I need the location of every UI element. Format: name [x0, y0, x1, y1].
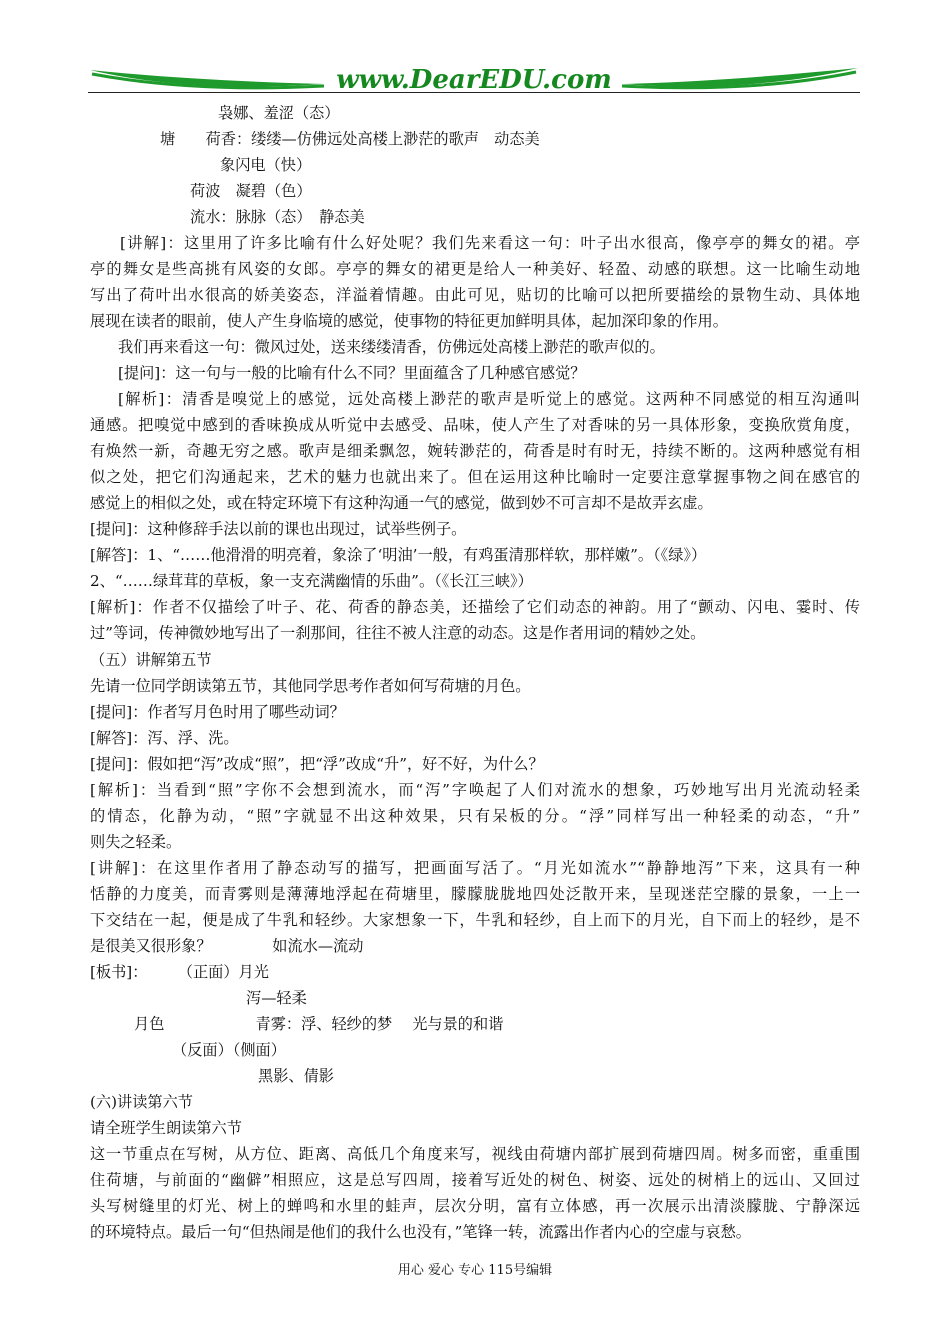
text-line: [解答]：泻、浮、洗。 — [90, 729, 239, 747]
text-line: [解析]：作者不仅描绘了叶子、花、荷香的静态美，还描绘了它们动态的神韵。用了“颤动、闪电、霎时、传 — [90, 598, 860, 616]
header-rule — [88, 92, 860, 93]
board-outline-line: 月色 青雾：浮、轻纱的梦 光与景的和谐 — [134, 1015, 504, 1033]
text-line: [提问]：作者写月色时用了哪些动词？ — [90, 703, 345, 721]
section-heading: (六)讲读第六节 — [90, 1093, 193, 1111]
text-line: [提问]：这种修辞手法以前的课也出现过，试举些例子。 — [90, 520, 467, 538]
board-outline-line: [板书]： （正面）月光 — [90, 963, 269, 981]
text-line: 塘 荷香：缕缕—仿佛远处高楼上渺茫的歌声 动态美 — [160, 130, 540, 148]
text-line: 是很美又很形象？ 如流水—流动 — [90, 937, 364, 955]
text-line: [讲解]：这里用了许多比喻有什么好处呢？我们先来看这一句：叶子出水很高，像亭亭的舞女的裙。亭 — [120, 234, 860, 252]
text-line: 恬静的力度美，而青雾则是薄薄地浮起在荷塘里，朦朦胧胧地四处泛散开来，呈现迷茫空朦的景象，一上一 — [90, 885, 860, 903]
text-line: 2、“……绿茸茸的草板，象一支充满幽情的乐曲”。（《长江三峡》） — [90, 572, 533, 590]
text-line: 住荷塘，与前面的“幽僻”相照应，这是总写四周，接着写近处的树色、树姿、远处的树梢上的远山、又回过 — [90, 1171, 860, 1189]
text-line: 有焕然一新，奇趣无穷之感。歌声是细柔飘忽，婉转渺茫的，荷香是时有时无，持续不断的。这两种感觉有相 — [90, 442, 860, 460]
text-line: 写出了荷叶出水很高的娇美姿态，洋溢着情趣。由此可见，贴切的比喻可以把所要描绘的景物生动、具体地 — [90, 286, 860, 304]
board-outline-line: 黑影、倩影 — [258, 1067, 334, 1085]
text-line: 感觉上的相似之处，或在特定环境下有这种沟通一气的感觉，做到妙不可言却不是故弄玄虚。 — [90, 494, 713, 512]
text-line: 这一节重点在写树，从方位、距离、高低几个角度来写，视线由荷塘内部扩展到荷塘四周。树多而密，重重围 — [90, 1145, 860, 1163]
text-line: 象闪电（快） — [220, 156, 312, 174]
text-line: 的环境特点。最后一句“但热闹是他们的我什么也没有，”笔锋一转，流露出作者内心的空虚与哀愁。 — [90, 1223, 751, 1241]
text-line: 则失之轻柔。 — [90, 833, 182, 851]
text-line: [解析]：当看到“照”字你不会想到流水，而“泻”字唤起了人们对流水的想象，巧妙地写出月光流动轻柔 — [90, 781, 860, 799]
text-line: [提问]：假如把“泻”改成“照”，把“浮”改成“升”，好不好，为什么？ — [90, 755, 544, 773]
text-line: 头写树缝里的灯光、树上的蝉鸣和水里的蛙声，层次分明，富有立体感，再一次展示出清淡朦胧、宁静深远 — [90, 1197, 860, 1215]
text-line: 似之处，把它们沟通起来，艺术的魅力也就出来了。但在运用这种比喻时一定要注意掌握事物之间在感官的 — [90, 468, 860, 486]
text-line: 下交结在一起，便是成了牛乳和轻纱。大家想象一下，牛乳和轻纱，自上而下的月光，自下而上的轻纱，是不 — [90, 911, 860, 929]
text-line: 展现在读者的眼前，使人产生身临境的感觉，使事物的特征更加鲜明具体，起加深印象的作用。 — [90, 312, 728, 330]
text-line: 先请一位同学朗读第五节，其他同学思考作者如何写荷塘的月色。 — [90, 677, 531, 695]
board-outline-line: （反面）（侧面） — [172, 1041, 286, 1059]
text-line: 荷波 凝碧（色） — [190, 182, 312, 200]
site-logo-text: www.DearEDU.com — [336, 65, 612, 95]
text-line: 请全班学生朗读第六节 — [90, 1119, 242, 1137]
text-line: 通感。把嗅觉中感到的香味换成从听觉中去感受、品味，使人产生了对香味的另一具体形象，变换欣赏角度， — [90, 416, 860, 434]
page-footer: 用心 爱心 专心 115号编辑 — [397, 1263, 553, 1278]
text-line: 流水：脉脉（态） 静态美 — [190, 208, 365, 226]
text-line: 我们再来看这一句：微风过处，送来缕缕清香，仿佛远处高楼上渺茫的歌声似的。 — [118, 338, 665, 356]
header-swoosh-graphic — [88, 62, 860, 96]
text-line: 的情态，化静为动，“照”字就显不出这种效果，只有呆板的分。“浮”同样写出一种轻柔的动态，“升” — [90, 807, 860, 825]
text-line: [提问]：这一句与一般的比喻有什么不同？里面蕴含了几种感官感觉？ — [118, 364, 586, 382]
board-outline-line: 泻—轻柔 — [246, 989, 307, 1007]
text-line: 过”等词，传神微妙地写出了一刹那间，往往不被人注意的动态。这是作者用词的精妙之处。 — [90, 624, 706, 642]
site-header-banner — [88, 62, 860, 96]
text-line: [解答]：1、“……他滑滑的明亮着，象涂了‘明油’一般，有鸡蛋清那样软，那样嫩”。（《绿》） — [90, 546, 707, 564]
text-line: [讲解]：在这里作者用了静态动写的描写，把画面写活了。“月光如流水”“静静地泻”下来，这具有一种 — [90, 859, 860, 877]
text-line: 亭的舞女是些高挑有风姿的女郎。亭亭的舞女的裙更是给人一种美好、轻盈、动感的联想。这一比喻生动地 — [90, 260, 860, 278]
text-line: [解析]：清香是嗅觉上的感觉，远处高楼上渺茫的歌声是听觉上的感觉。这两种不同感觉的相互沟通叫 — [118, 390, 860, 408]
text-line: 袅娜、羞涩（态） — [218, 104, 340, 122]
section-heading: （五）讲解第五节 — [90, 651, 212, 669]
